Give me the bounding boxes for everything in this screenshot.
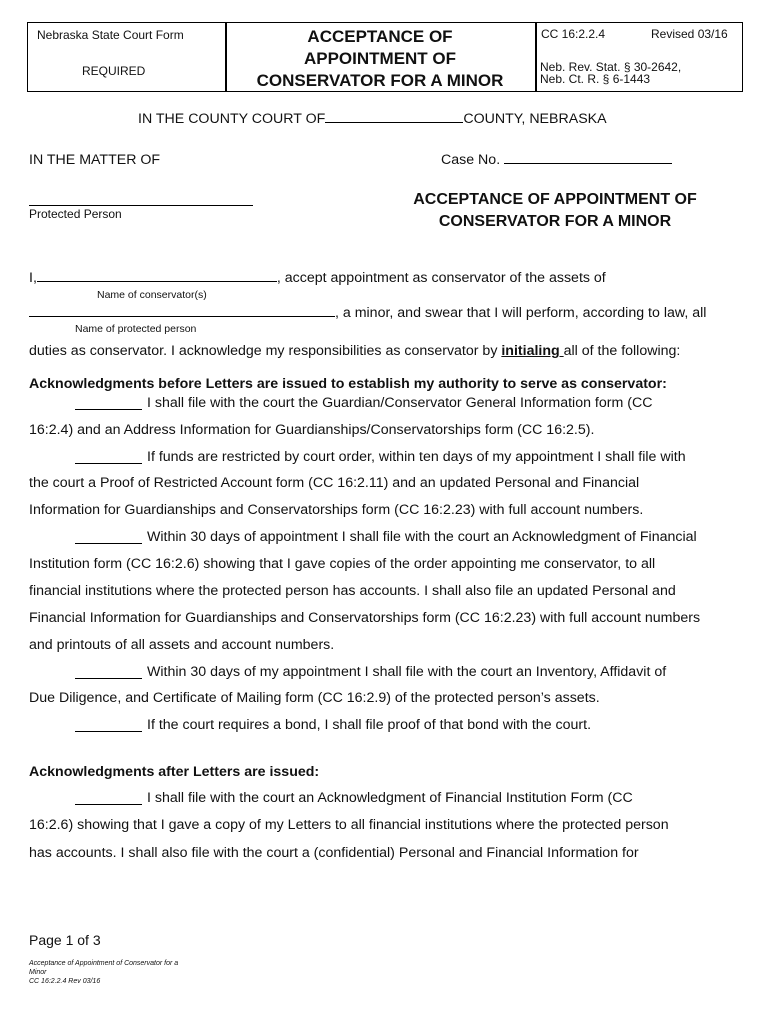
header-title-line2: APPOINTMENT OF <box>303 49 457 68</box>
initial-field-1[interactable] <box>75 409 142 410</box>
before-item3-l2: Institution form (CC 16:2.6) showing that I gave copies of the order appointing me conservator, to all <box>29 556 656 572</box>
required-label: REQUIRED <box>82 64 146 78</box>
conservator-name-label: Name of conservator(s) <box>97 289 207 301</box>
initial-field-6[interactable] <box>75 804 142 805</box>
initialing-emphasis: initialing <box>501 343 564 359</box>
before-item3-l5: and printouts of all assets and account numbers. <box>29 637 335 653</box>
before-item2-l2: the court a Proof of Restricted Account form (CC 16:2.11) and an updated Personal and Financial <box>29 475 640 491</box>
after-item-l1: I shall file with the court an Acknowledgment of Financial Institution Form (CC <box>147 790 633 806</box>
before-item5-l1: If the court requires a bond, I shall file proof of that bond with the court. <box>147 717 592 733</box>
county-court-line <box>138 111 607 127</box>
form-origin-label: Nebraska State Court Form <box>37 28 184 42</box>
revised-date: Revised 03/16 <box>651 27 728 41</box>
case-number-line <box>441 152 672 168</box>
document-title-line2: CONSERVATOR FOR A MINOR <box>438 213 672 230</box>
after-item-l3: has accounts. I shall also file with the court a (confidential) Personal and Financial Information for <box>29 845 639 861</box>
conservator-name-field[interactable] <box>37 280 277 282</box>
before-item3-l1: Within 30 days of appointment I shall file with the court an Acknowledgment of Financial <box>147 529 697 545</box>
form-number: CC 16:2.2.4 <box>541 27 606 41</box>
section-before-heading: Acknowledgments before Letters are issued to establish my authority to serve as conservator: <box>29 376 667 392</box>
footer-line-3: CC 16:2.2.4 Rev 03/16 <box>29 978 101 985</box>
page-number: Page 1 of 3 <box>29 932 101 948</box>
case-number-field[interactable] <box>504 162 672 164</box>
before-item3-l4: Financial Information for Guardianships and Conservatorships form (CC 16:2.23) with full account numbers <box>29 610 701 626</box>
section-after-heading: Acknowledgments after Letters are issued: <box>29 764 320 780</box>
initial-field-2[interactable] <box>75 463 142 464</box>
protected-person-name-label: Name of protected person <box>75 323 197 335</box>
intro-line-2 <box>29 305 706 321</box>
before-item3-l3: financial institutions where the protected person has accounts. I shall also file an updated Personal and <box>29 583 676 599</box>
statute-reference: Neb. Rev. Stat. § 30-2642, <box>540 60 682 74</box>
intro-line3-c: all of the following: <box>563 343 681 359</box>
intro-line1-text: , accept appointment as conservator of the assets of <box>276 270 606 286</box>
intro-line-1 <box>29 270 606 286</box>
intro-line-3 <box>29 343 680 359</box>
initial-field-5[interactable] <box>75 731 142 732</box>
before-item1-l1: I shall file with the court the Guardian/Conservator General Information form (CC <box>147 395 653 411</box>
after-item-l2: 16:2.6) showing that I gave a copy of my Letters to all financial institutions where the protected person <box>29 817 669 833</box>
footer-line-1: Acceptance of Appointment of Conservator for a <box>29 960 179 967</box>
initial-field-4[interactable] <box>75 678 142 679</box>
rule-reference: Neb. Ct. R. § 6-1443 <box>540 72 651 86</box>
protected-person-name-field[interactable] <box>29 205 253 206</box>
document-title-line1: ACCEPTANCE OF APPOINTMENT OF <box>413 191 697 208</box>
before-item4-l2: Due Diligence, and Certificate of Mailing form (CC 16:2.9) of the protected person’s assets. <box>29 690 600 706</box>
intro-line3-a: duties as conservator. I acknowledge my responsibilities as conservator by <box>29 343 502 359</box>
case-number-label: Case No. <box>441 152 501 168</box>
protected-person-field[interactable] <box>29 315 335 317</box>
before-item2-l3: Information for Guardianships and Conservatorships form (CC 16:2.23) with full account numbers. <box>29 502 644 518</box>
county-court-suffix: COUNTY, NEBRASKA <box>463 111 607 127</box>
county-court-prefix: IN THE COUNTY COURT OF <box>138 111 326 127</box>
intro-i: I, <box>29 270 37 286</box>
before-item2-l1: If funds are restricted by court order, within ten days of my appointment I shall file with <box>147 449 686 465</box>
initial-field-3[interactable] <box>75 543 142 544</box>
header-title-line1: ACCEPTANCE OF <box>307 27 453 46</box>
in-the-matter-label: IN THE MATTER OF <box>29 152 161 168</box>
footer-line-2: Minor <box>29 969 47 976</box>
before-item4-l1: Within 30 days of my appointment I shall file with the court an Inventory, Affidavit of <box>147 664 667 680</box>
header-title-line3: CONSERVATOR FOR A MINOR <box>256 71 504 90</box>
intro-line2-text: , a minor, and swear that I will perform, according to law, all <box>335 305 707 321</box>
before-item1-l2: 16:2.4) and an Address Information for Guardianships/Conservatorships form (CC 16:2.5). <box>29 422 595 438</box>
county-name-field[interactable] <box>325 121 463 123</box>
protected-person-label: Protected Person <box>29 207 122 221</box>
